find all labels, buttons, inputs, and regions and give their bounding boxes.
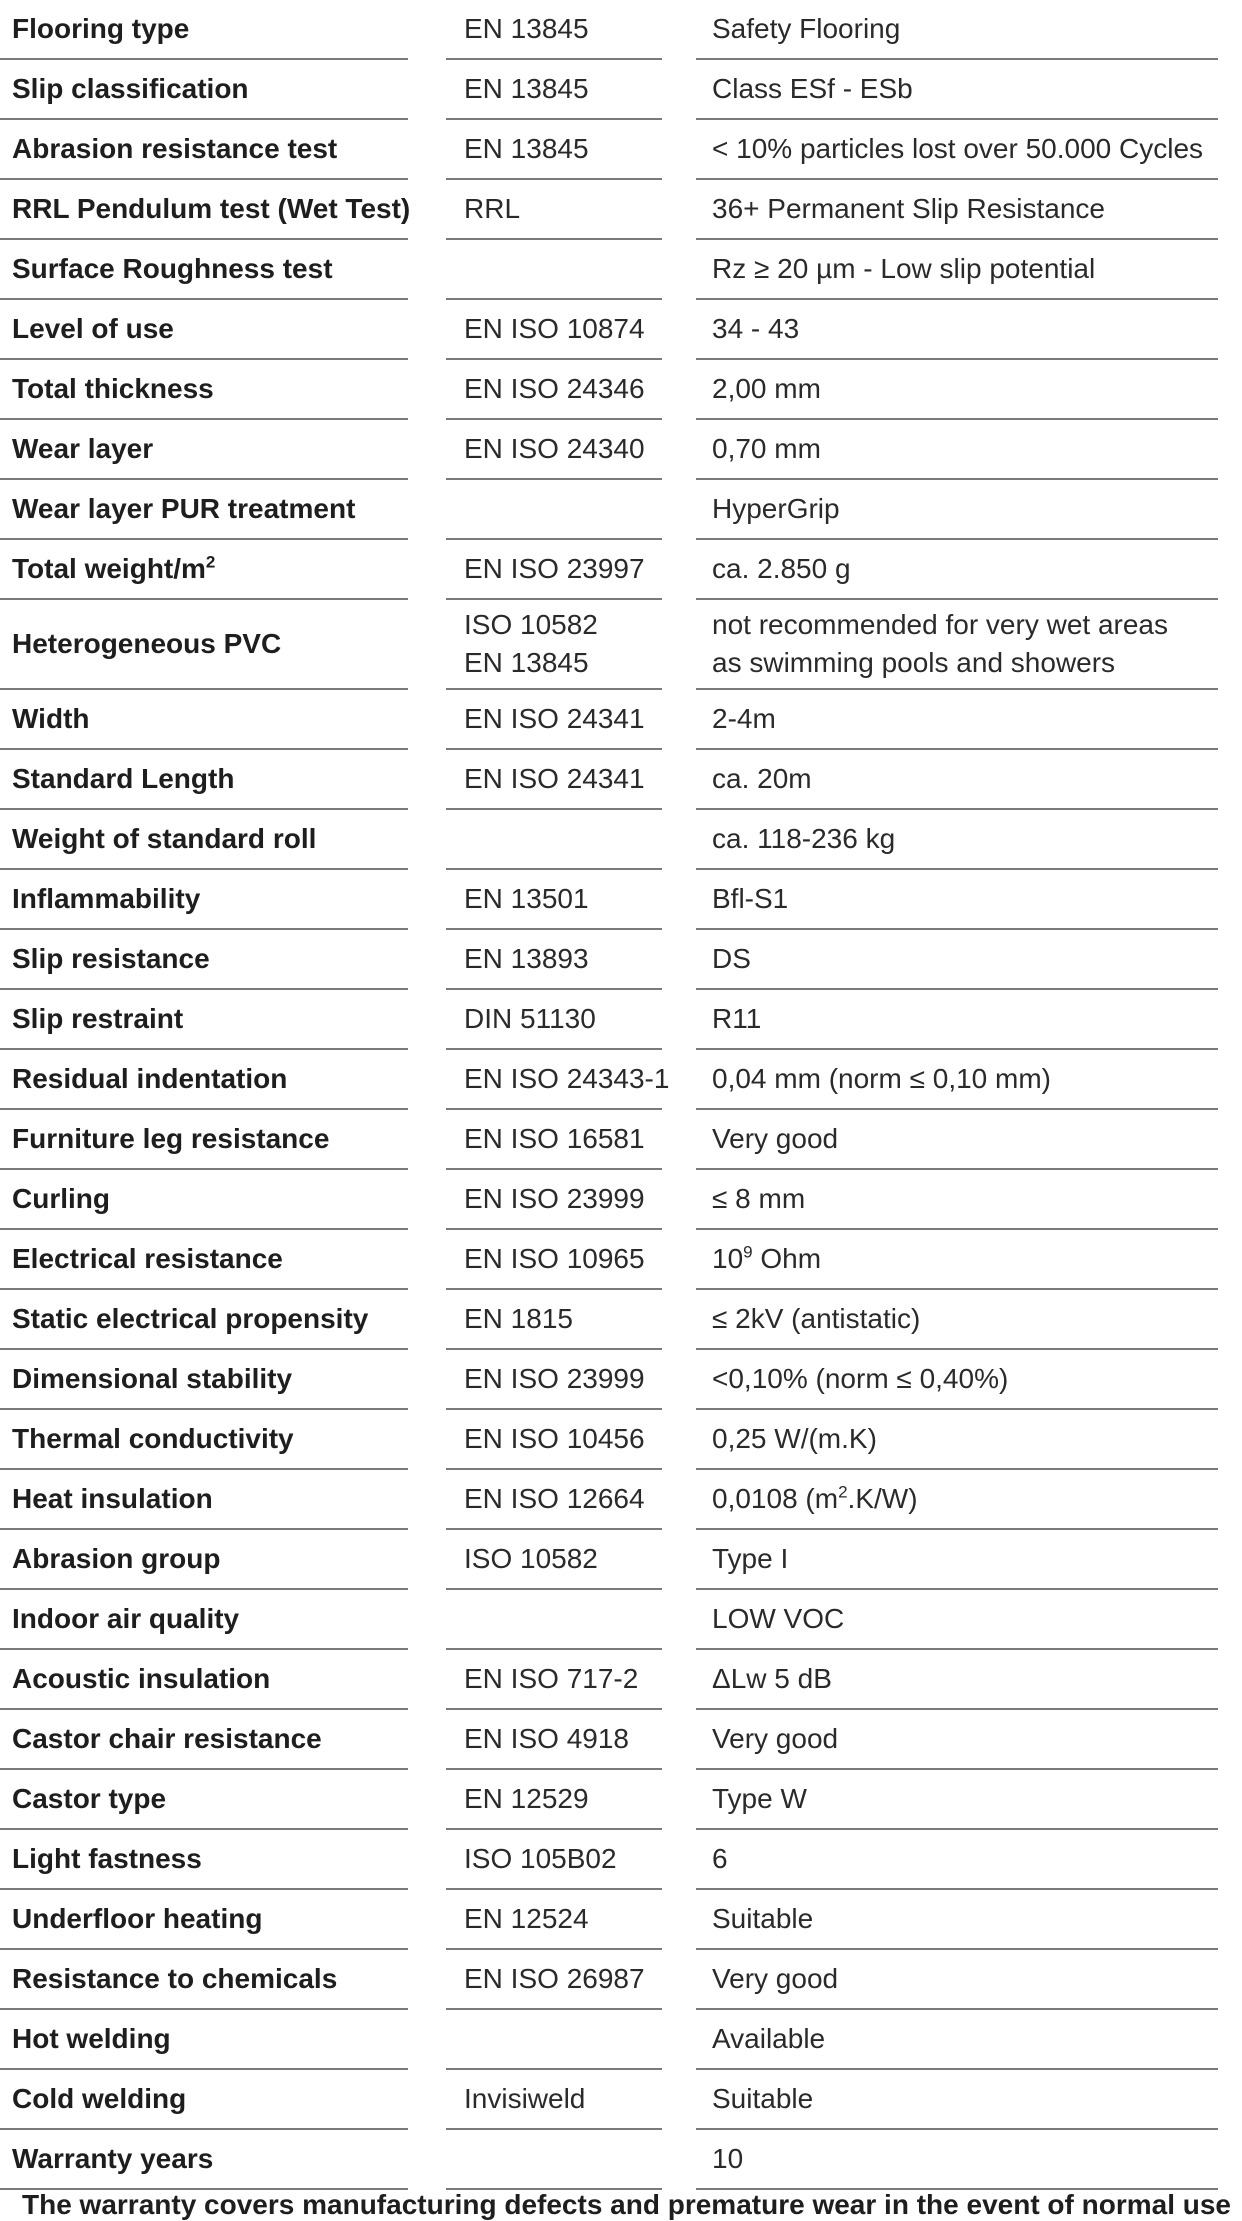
standard-label-line2: EN 13845 <box>464 647 589 678</box>
value-suffix: Ohm <box>752 1243 822 1274</box>
property-label: Warranty years <box>12 2143 214 2174</box>
value-label: Suitable <box>712 1903 814 1934</box>
property-label: Heterogeneous PVC <box>12 628 282 659</box>
value-line <box>712 760 1218 798</box>
value-label: ca. 2.850 g <box>712 553 851 584</box>
value-label: LOW VOC <box>712 1603 845 1634</box>
value-suffix: .K/W) <box>847 1483 918 1514</box>
table-row <box>0 1770 1242 1830</box>
value-line <box>712 606 1218 644</box>
standard-cell <box>446 1350 662 1410</box>
table-row <box>0 2070 1242 2130</box>
standard-label: EN ISO 23999 <box>464 1363 645 1394</box>
value-cell <box>696 420 1218 480</box>
table-row <box>0 1410 1242 1470</box>
standard-label: EN 1815 <box>464 1303 573 1334</box>
table-row <box>0 690 1242 750</box>
property-label: Total thickness <box>12 373 214 404</box>
value-line <box>712 2080 1218 2118</box>
value-label-line2: as swimming pools and showers <box>712 647 1116 678</box>
property-cell <box>0 1890 408 1950</box>
property-label: Cold welding <box>12 2083 187 2114</box>
standard-label: RRL <box>464 193 521 224</box>
value-label: not recommended for very wet areas <box>712 609 1168 640</box>
property-label: Slip resistance <box>12 943 210 974</box>
value-line <box>712 1300 1218 1338</box>
value-superscript: 2 <box>838 1482 848 1502</box>
value-cell <box>696 0 1218 60</box>
table-row <box>0 1950 1242 2010</box>
standard-cell <box>446 1110 662 1170</box>
property-cell <box>0 1950 408 2010</box>
property-label: Hot welding <box>12 2023 171 2054</box>
value-label: <0,10% (norm ≤ 0,40%) <box>712 1363 1009 1394</box>
table-row <box>0 600 1242 690</box>
value-label: 2,00 mm <box>712 373 821 404</box>
value-line <box>712 2020 1218 2058</box>
value-label: Class ESf - ESb <box>712 73 913 104</box>
standard-cell <box>446 930 662 990</box>
property-cell <box>0 180 411 240</box>
value-label: Safety Flooring <box>712 13 901 44</box>
table-row <box>0 1710 1242 1770</box>
value-line <box>712 250 1218 288</box>
value-line <box>712 1420 1218 1458</box>
property-cell <box>0 1590 408 1650</box>
value-label: ≤ 8 mm <box>712 1183 806 1214</box>
standard-label: EN ISO 24341 <box>464 703 645 734</box>
property-label: RRL Pendulum test (Wet Test) <box>12 193 411 224</box>
value-label: 10 <box>712 1243 744 1274</box>
value-cell <box>696 600 1218 690</box>
value-line <box>712 2140 1218 2178</box>
value-cell <box>696 930 1218 990</box>
property-label: Slip classification <box>12 73 249 104</box>
table-row <box>0 2010 1242 2070</box>
property-label: Light fastness <box>12 1843 202 1874</box>
value-line <box>712 550 1218 588</box>
standard-cell <box>446 1830 662 1890</box>
value-label: DS <box>712 943 751 974</box>
standard-label: EN ISO 4918 <box>464 1723 629 1754</box>
table-row <box>0 990 1242 1050</box>
value-cell <box>696 1770 1218 1830</box>
standard-cell <box>446 420 662 480</box>
value-label: Type W <box>712 1783 807 1814</box>
table-row <box>0 1230 1242 1290</box>
standard-cell <box>446 300 662 360</box>
value-cell <box>696 810 1218 870</box>
value-cell <box>696 1590 1218 1650</box>
property-label: Curling <box>12 1183 110 1214</box>
standard-cell <box>446 1470 662 1530</box>
value-line <box>712 1060 1218 1098</box>
value-line <box>712 1660 1218 1698</box>
standard-label: EN ISO 12664 <box>464 1483 645 1514</box>
value-line <box>712 490 1218 528</box>
table-row <box>0 480 1242 540</box>
standard-label: EN ISO 24343-1 <box>464 1063 670 1094</box>
value-cell <box>696 1410 1218 1470</box>
standard-cell <box>446 810 662 870</box>
property-label: Level of use <box>12 313 174 344</box>
property-label: Indoor air quality <box>12 1603 240 1634</box>
property-label: Furniture leg resistance <box>12 1123 330 1154</box>
value-label: Available <box>712 2023 826 2054</box>
standard-cell <box>446 2010 662 2070</box>
property-cell <box>0 1470 408 1530</box>
property-label: Static electrical propensity <box>12 1303 369 1334</box>
value-label: 2-4m <box>712 703 776 734</box>
warranty-footnote: The warranty covers manufacturing defects and premature wear in the event of normal use <box>22 2189 1232 2220</box>
property-label: Flooring type <box>12 13 190 44</box>
standard-cell <box>446 2130 662 2190</box>
value-label: 0,70 mm <box>712 433 821 464</box>
value-line <box>712 190 1218 228</box>
value-cell <box>696 990 1218 1050</box>
table-row <box>0 1650 1242 1710</box>
property-cell <box>0 0 408 60</box>
standard-label: EN ISO 23997 <box>464 553 645 584</box>
property-cell <box>0 1530 408 1590</box>
standard-cell <box>446 1770 662 1830</box>
standard-label: EN ISO 10456 <box>464 1423 645 1454</box>
value-cell <box>696 1710 1218 1770</box>
property-cell <box>0 1290 408 1350</box>
property-label: Wear layer <box>12 433 154 464</box>
standard-label: EN ISO 23999 <box>464 1183 645 1214</box>
standard-cell <box>446 600 662 690</box>
property-cell <box>0 300 408 360</box>
property-cell <box>0 1170 408 1230</box>
standard-cell <box>446 1230 662 1290</box>
value-cell <box>696 1650 1218 1710</box>
standard-label: ISO 105B02 <box>464 1843 617 1874</box>
standard-label: EN ISO 16581 <box>464 1123 645 1154</box>
property-label: Wear layer PUR treatment <box>12 493 356 524</box>
table-row <box>0 1590 1242 1650</box>
table-row <box>0 750 1242 810</box>
table-row <box>0 360 1242 420</box>
value-line <box>712 940 1218 978</box>
table-row <box>0 1170 1242 1230</box>
value-line <box>712 1780 1218 1818</box>
value-cell <box>696 480 1218 540</box>
value-label: Type I <box>712 1543 789 1574</box>
standard-cell <box>446 0 662 60</box>
value-cell <box>696 1350 1218 1410</box>
value-label: Bfl-S1 <box>712 883 789 914</box>
value-line <box>712 1480 1218 1518</box>
property-cell <box>0 2070 408 2130</box>
standard-label: EN 13893 <box>464 943 589 974</box>
property-cell <box>0 990 408 1050</box>
property-label: Resistance to chemicals <box>12 1963 338 1994</box>
value-label: 36+ Permanent Slip Resistance <box>712 193 1105 224</box>
value-line <box>712 310 1218 348</box>
value-line <box>712 700 1218 738</box>
standard-label: EN ISO 717-2 <box>464 1663 639 1694</box>
value-line <box>712 130 1218 168</box>
standard-cell <box>446 1170 662 1230</box>
standard-cell <box>446 1530 662 1590</box>
standard-label: ISO 10582 <box>464 609 598 640</box>
table-row <box>0 1050 1242 1110</box>
table-row <box>0 1290 1242 1350</box>
standard-label: EN 13501 <box>464 883 589 914</box>
property-cell <box>0 120 408 180</box>
value-cell <box>696 60 1218 120</box>
property-cell <box>0 1050 408 1110</box>
property-label: Slip restraint <box>12 1003 184 1034</box>
property-label: Castor type <box>12 1783 167 1814</box>
property-label: Inflammability <box>12 883 201 914</box>
standard-cell <box>446 480 662 540</box>
property-label: Abrasion group <box>12 1543 221 1574</box>
standard-label: EN ISO 10874 <box>464 313 645 344</box>
value-label: ΔLw 5 dB <box>712 1663 832 1694</box>
table-row <box>0 2130 1242 2190</box>
table-row <box>0 240 1242 300</box>
value-line <box>712 1600 1218 1638</box>
table-row <box>0 0 1242 60</box>
standard-cell <box>446 690 662 750</box>
value-label: ca. 118-236 kg <box>712 823 896 854</box>
standard-label: EN 13845 <box>464 13 589 44</box>
table-row <box>0 60 1242 120</box>
standard-label: EN 13845 <box>464 133 589 164</box>
value-cell <box>696 1170 1218 1230</box>
value-label: Very good <box>712 1123 839 1154</box>
value-cell <box>696 750 1218 810</box>
standard-cell <box>446 360 662 420</box>
value-label: 0,25 W/(m.K) <box>712 1423 877 1454</box>
standard-label: EN ISO 10965 <box>464 1243 645 1274</box>
table-row <box>0 120 1242 180</box>
value-label: 0,0108 (m <box>712 1483 839 1514</box>
standard-cell <box>446 1410 662 1470</box>
table-row <box>0 180 1242 240</box>
standard-cell <box>446 540 662 600</box>
property-label: Acoustic insulation <box>12 1663 271 1694</box>
value-line <box>712 1540 1218 1578</box>
property-label: Standard Length <box>12 763 235 794</box>
value-label: 6 <box>712 1843 728 1874</box>
value-label: < 10% particles lost over 50.000 Cycles <box>712 133 1204 164</box>
property-label: Electrical resistance <box>12 1243 283 1274</box>
value-line <box>712 10 1218 48</box>
property-cell <box>0 480 408 540</box>
value-label: Very good <box>712 1963 839 1994</box>
property-superscript: 2 <box>205 552 216 572</box>
value-cell <box>696 1110 1218 1170</box>
table-row <box>0 1350 1242 1410</box>
standard-cell <box>446 1290 662 1350</box>
property-label: Surface Roughness test <box>12 253 333 284</box>
value-cell <box>696 1950 1218 2010</box>
property-cell <box>0 1230 408 1290</box>
standard-label: EN ISO 26987 <box>464 1963 645 1994</box>
property-cell <box>0 1350 408 1410</box>
value-cell <box>696 1830 1218 1890</box>
value-line <box>712 1240 1218 1278</box>
value-cell <box>696 1050 1218 1110</box>
table-row <box>0 1470 1242 1530</box>
property-cell <box>0 870 408 930</box>
value-cell <box>696 2130 1218 2190</box>
table-row <box>0 1110 1242 1170</box>
property-cell <box>0 1650 408 1710</box>
property-label: Heat insulation <box>12 1483 213 1514</box>
value-cell <box>696 300 1218 360</box>
property-cell <box>0 540 408 600</box>
standard-cell <box>446 1950 662 2010</box>
standard-label: EN 13845 <box>464 73 589 104</box>
standard-label: EN 12529 <box>464 1783 589 1814</box>
standard-cell <box>446 2070 662 2130</box>
standard-label: EN ISO 24340 <box>464 433 645 464</box>
value-cell <box>696 180 1218 240</box>
value-label: Suitable <box>712 2083 814 2114</box>
value-line <box>712 1360 1218 1398</box>
value-cell <box>696 1230 1218 1290</box>
table-row <box>0 810 1242 870</box>
property-cell <box>0 420 408 480</box>
value-cell <box>696 240 1218 300</box>
table-row <box>0 870 1242 930</box>
value-line <box>712 1120 1218 1158</box>
property-cell <box>0 690 408 750</box>
property-cell <box>0 1770 408 1830</box>
value-label: HyperGrip <box>712 493 840 524</box>
table-row <box>0 300 1242 360</box>
property-cell <box>0 1410 408 1470</box>
value-line <box>712 430 1218 468</box>
standard-cell <box>446 1590 662 1650</box>
standard-cell <box>446 1890 662 1950</box>
standard-cell <box>446 1050 670 1110</box>
value-label: Rz ≥ 20 µm - Low slip potential <box>712 253 1096 284</box>
table-row <box>0 1830 1242 1890</box>
value-cell <box>696 1290 1218 1350</box>
property-label: Castor chair resistance <box>12 1723 322 1754</box>
property-label: Underfloor heating <box>12 1903 263 1934</box>
property-cell <box>0 1710 408 1770</box>
standard-cell <box>446 180 662 240</box>
value-line <box>712 1960 1218 1998</box>
value-line <box>712 1720 1218 1758</box>
value-cell <box>696 870 1218 930</box>
standard-cell <box>446 1710 662 1770</box>
value-cell <box>696 1530 1218 1590</box>
property-label: Dimensional stability <box>12 1363 293 1394</box>
table-row <box>0 540 1242 600</box>
value-line <box>712 370 1218 408</box>
property-cell <box>0 1830 408 1890</box>
value-cell <box>696 2010 1218 2070</box>
table-row <box>0 1890 1242 1950</box>
value-label: Very good <box>712 1723 839 1754</box>
value-line <box>712 880 1218 918</box>
value-line <box>712 820 1218 858</box>
value-line <box>712 70 1218 108</box>
table-row <box>0 930 1242 990</box>
value-label: 34 - 43 <box>712 313 800 344</box>
table-row <box>0 420 1242 480</box>
property-cell <box>0 2130 408 2190</box>
value-cell <box>696 360 1218 420</box>
value-label: 0,04 mm (norm ≤ 0,10 mm) <box>712 1063 1051 1094</box>
value-cell <box>696 540 1218 600</box>
property-cell <box>0 750 408 810</box>
value-line <box>712 1840 1218 1878</box>
standard-label: DIN 51130 <box>464 1003 596 1034</box>
property-label: Weight of standard roll <box>12 823 317 854</box>
value-label: 10 <box>712 2143 744 2174</box>
property-cell <box>0 600 408 690</box>
standard-cell <box>446 990 662 1050</box>
value-line <box>712 1180 1218 1218</box>
property-label: Abrasion resistance test <box>12 133 338 164</box>
property-cell <box>0 810 408 870</box>
value-cell <box>696 690 1218 750</box>
property-label: Thermal conductivity <box>12 1423 294 1454</box>
property-label: Total weight/m <box>12 553 206 584</box>
standard-cell <box>446 1650 662 1710</box>
standard-label: EN 12524 <box>464 1903 589 1934</box>
standard-label: EN ISO 24341 <box>464 763 645 794</box>
value-cell <box>696 2070 1218 2130</box>
value-label: R11 <box>712 1003 762 1034</box>
value-cell <box>696 1470 1218 1530</box>
standard-cell <box>446 60 662 120</box>
value-cell <box>696 120 1218 180</box>
value-line <box>712 1000 1218 1038</box>
standard-cell <box>446 870 662 930</box>
standard-label: EN ISO 24346 <box>464 373 645 404</box>
table-row <box>0 1530 1242 1590</box>
property-cell <box>0 930 408 990</box>
property-cell <box>0 1110 408 1170</box>
value-line <box>712 1900 1218 1938</box>
standard-label: Invisiweld <box>464 2083 586 2114</box>
value-cell <box>696 1890 1218 1950</box>
value-superscript: 9 <box>743 1242 753 1262</box>
standard-cell <box>446 240 662 300</box>
value-label: ca. 20m <box>712 763 812 794</box>
property-cell <box>0 2010 408 2070</box>
value-label: ≤ 2kV (antistatic) <box>712 1303 921 1334</box>
property-cell <box>0 360 408 420</box>
standard-cell <box>446 750 662 810</box>
property-label: Width <box>12 703 90 734</box>
standard-label: ISO 10582 <box>464 1543 598 1574</box>
property-cell <box>0 240 408 300</box>
standard-cell <box>446 120 662 180</box>
property-cell <box>0 60 408 120</box>
property-label: Residual indentation <box>12 1063 288 1094</box>
